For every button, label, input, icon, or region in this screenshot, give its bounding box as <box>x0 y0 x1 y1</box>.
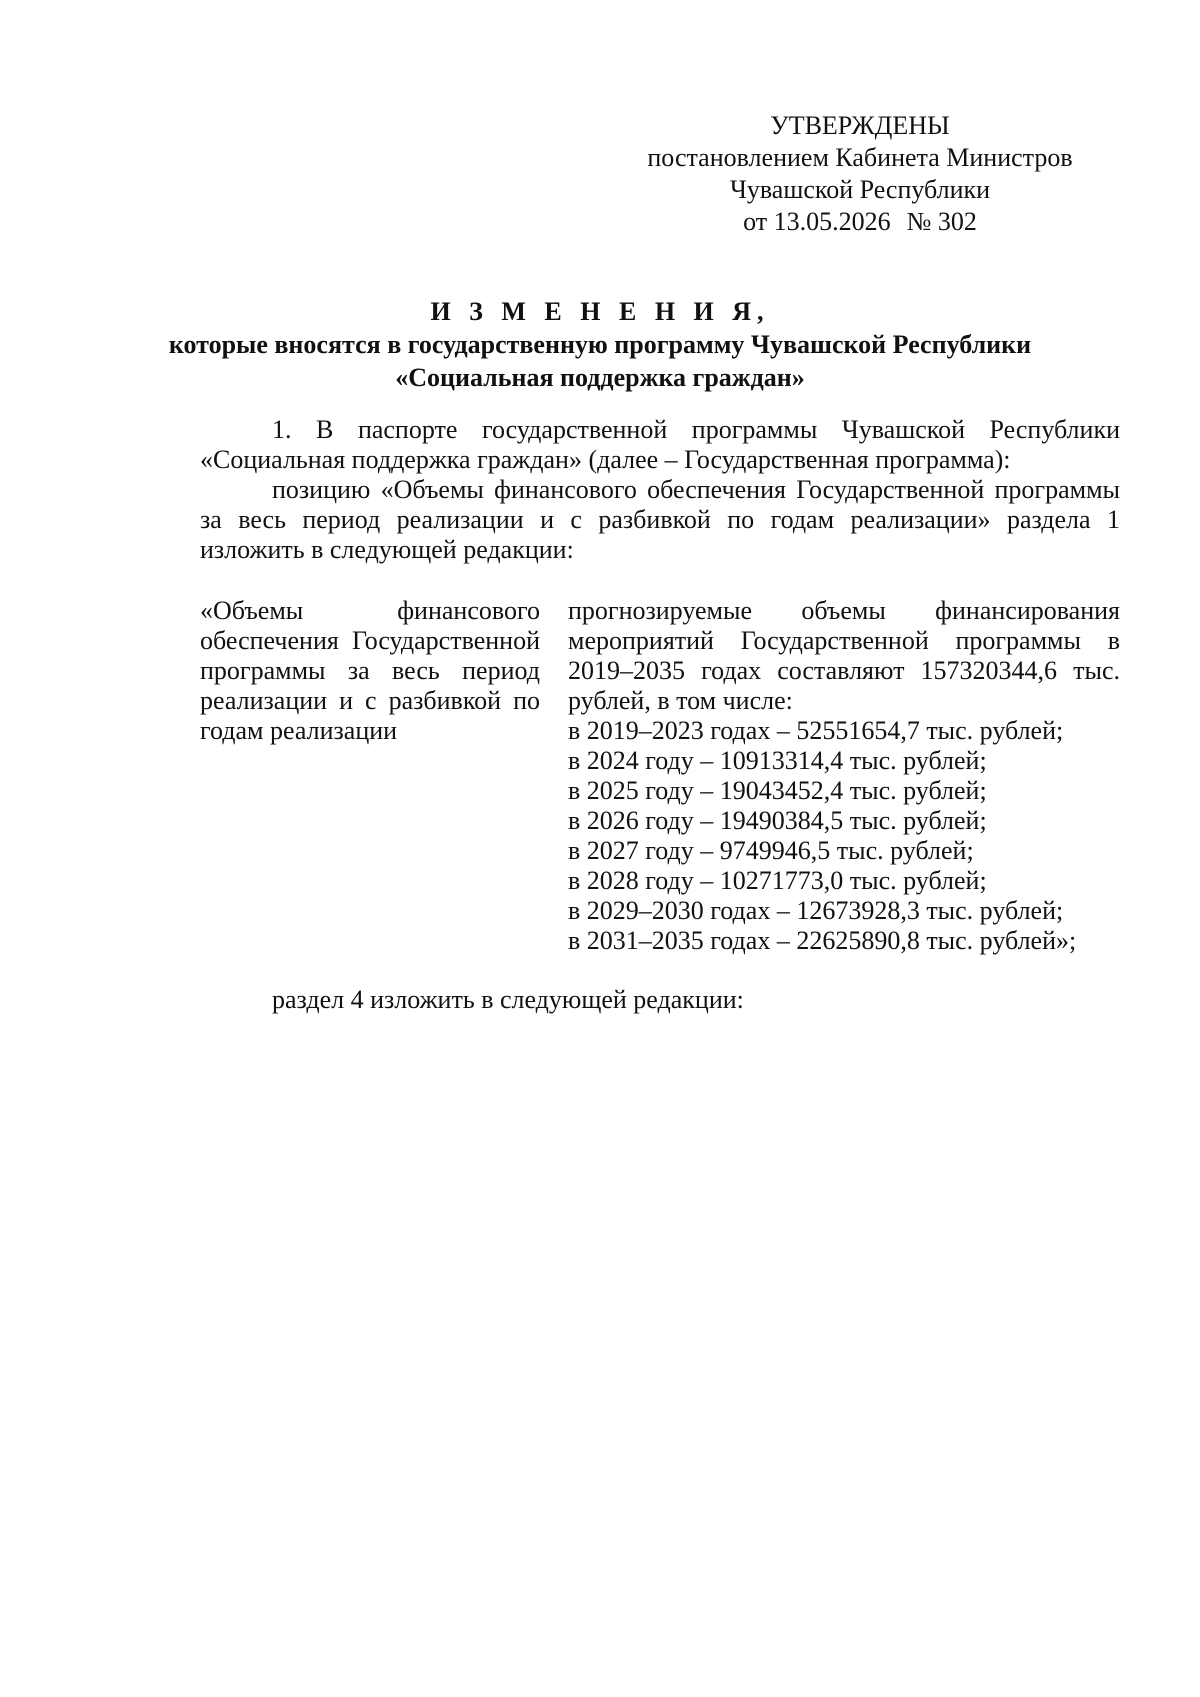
final-paragraph: раздел 4 изложить в следующей редакции: <box>272 985 744 1014</box>
financing-year-line: в 2026 году – 19490384,5 тыс. рублей; <box>568 806 987 835</box>
approval-date-line <box>600 206 1120 238</box>
financing-year-line: в 2025 году – 19043452,4 тыс. рублей; <box>568 776 987 805</box>
financing-year-line: в 2024 году – 10913314,4 тыс. рублей; <box>568 746 987 775</box>
approval-date: от 13.05.2026 <box>743 207 891 236</box>
passport-table-row <box>200 596 1120 956</box>
paragraph-1: 1. В паспорте государственной программы Чувашской Республики «Социальная поддержка граждан» (далее – Государственная программа): <box>200 415 1120 474</box>
title-subject: которые вносятся в государственную программу Чувашской Республики <box>168 330 1032 359</box>
passport-position-name: «Объемы финансового обеспечения Государственной программы за весь период реализации и с разбивкой по годам реализации <box>200 596 540 745</box>
financing-year-line: в 2027 году – 9749946,5 тыс. рублей; <box>568 836 974 865</box>
financing-year-line: в 2019–2023 годах – 52551654,7 тыс. рублей; <box>568 716 1064 745</box>
approval-republic: Чувашской Республики <box>729 175 991 204</box>
body-text <box>200 415 1120 565</box>
document-title <box>150 295 1050 394</box>
passport-position-value <box>568 596 1120 956</box>
approval-authority: постановлением Кабинета Министров <box>647 143 1073 172</box>
approval-number: № 302 <box>906 207 977 236</box>
financing-intro: прогнозируемые объемы финансирования мероприятий Государственной программы в 2019–2035 годах составляют 157320344,6 тыс. рублей, в том числе: <box>568 596 1120 715</box>
paragraph-2: позицию «Объемы финансового обеспечения Государственной программы за весь период реализации и с разбивкой по годам реализации» раздела 1 изложить в следующей редакции: <box>200 475 1120 564</box>
financing-year-line: в 2031–2035 годах – 22625890,8 тыс. рублей»; <box>568 926 1077 955</box>
approval-heading: УТВЕРЖДЕНЫ <box>770 111 950 140</box>
financing-year-line: в 2029–2030 годах – 12673928,3 тыс. рублей; <box>568 896 1064 925</box>
financing-year-line: в 2028 году – 10271773,0 тыс. рублей; <box>568 866 987 895</box>
title-heading: И З М Е Н Е Н И Я, <box>430 297 770 326</box>
approval-block <box>600 110 1120 238</box>
title-program-name: «Социальная поддержка граждан» <box>395 363 805 392</box>
